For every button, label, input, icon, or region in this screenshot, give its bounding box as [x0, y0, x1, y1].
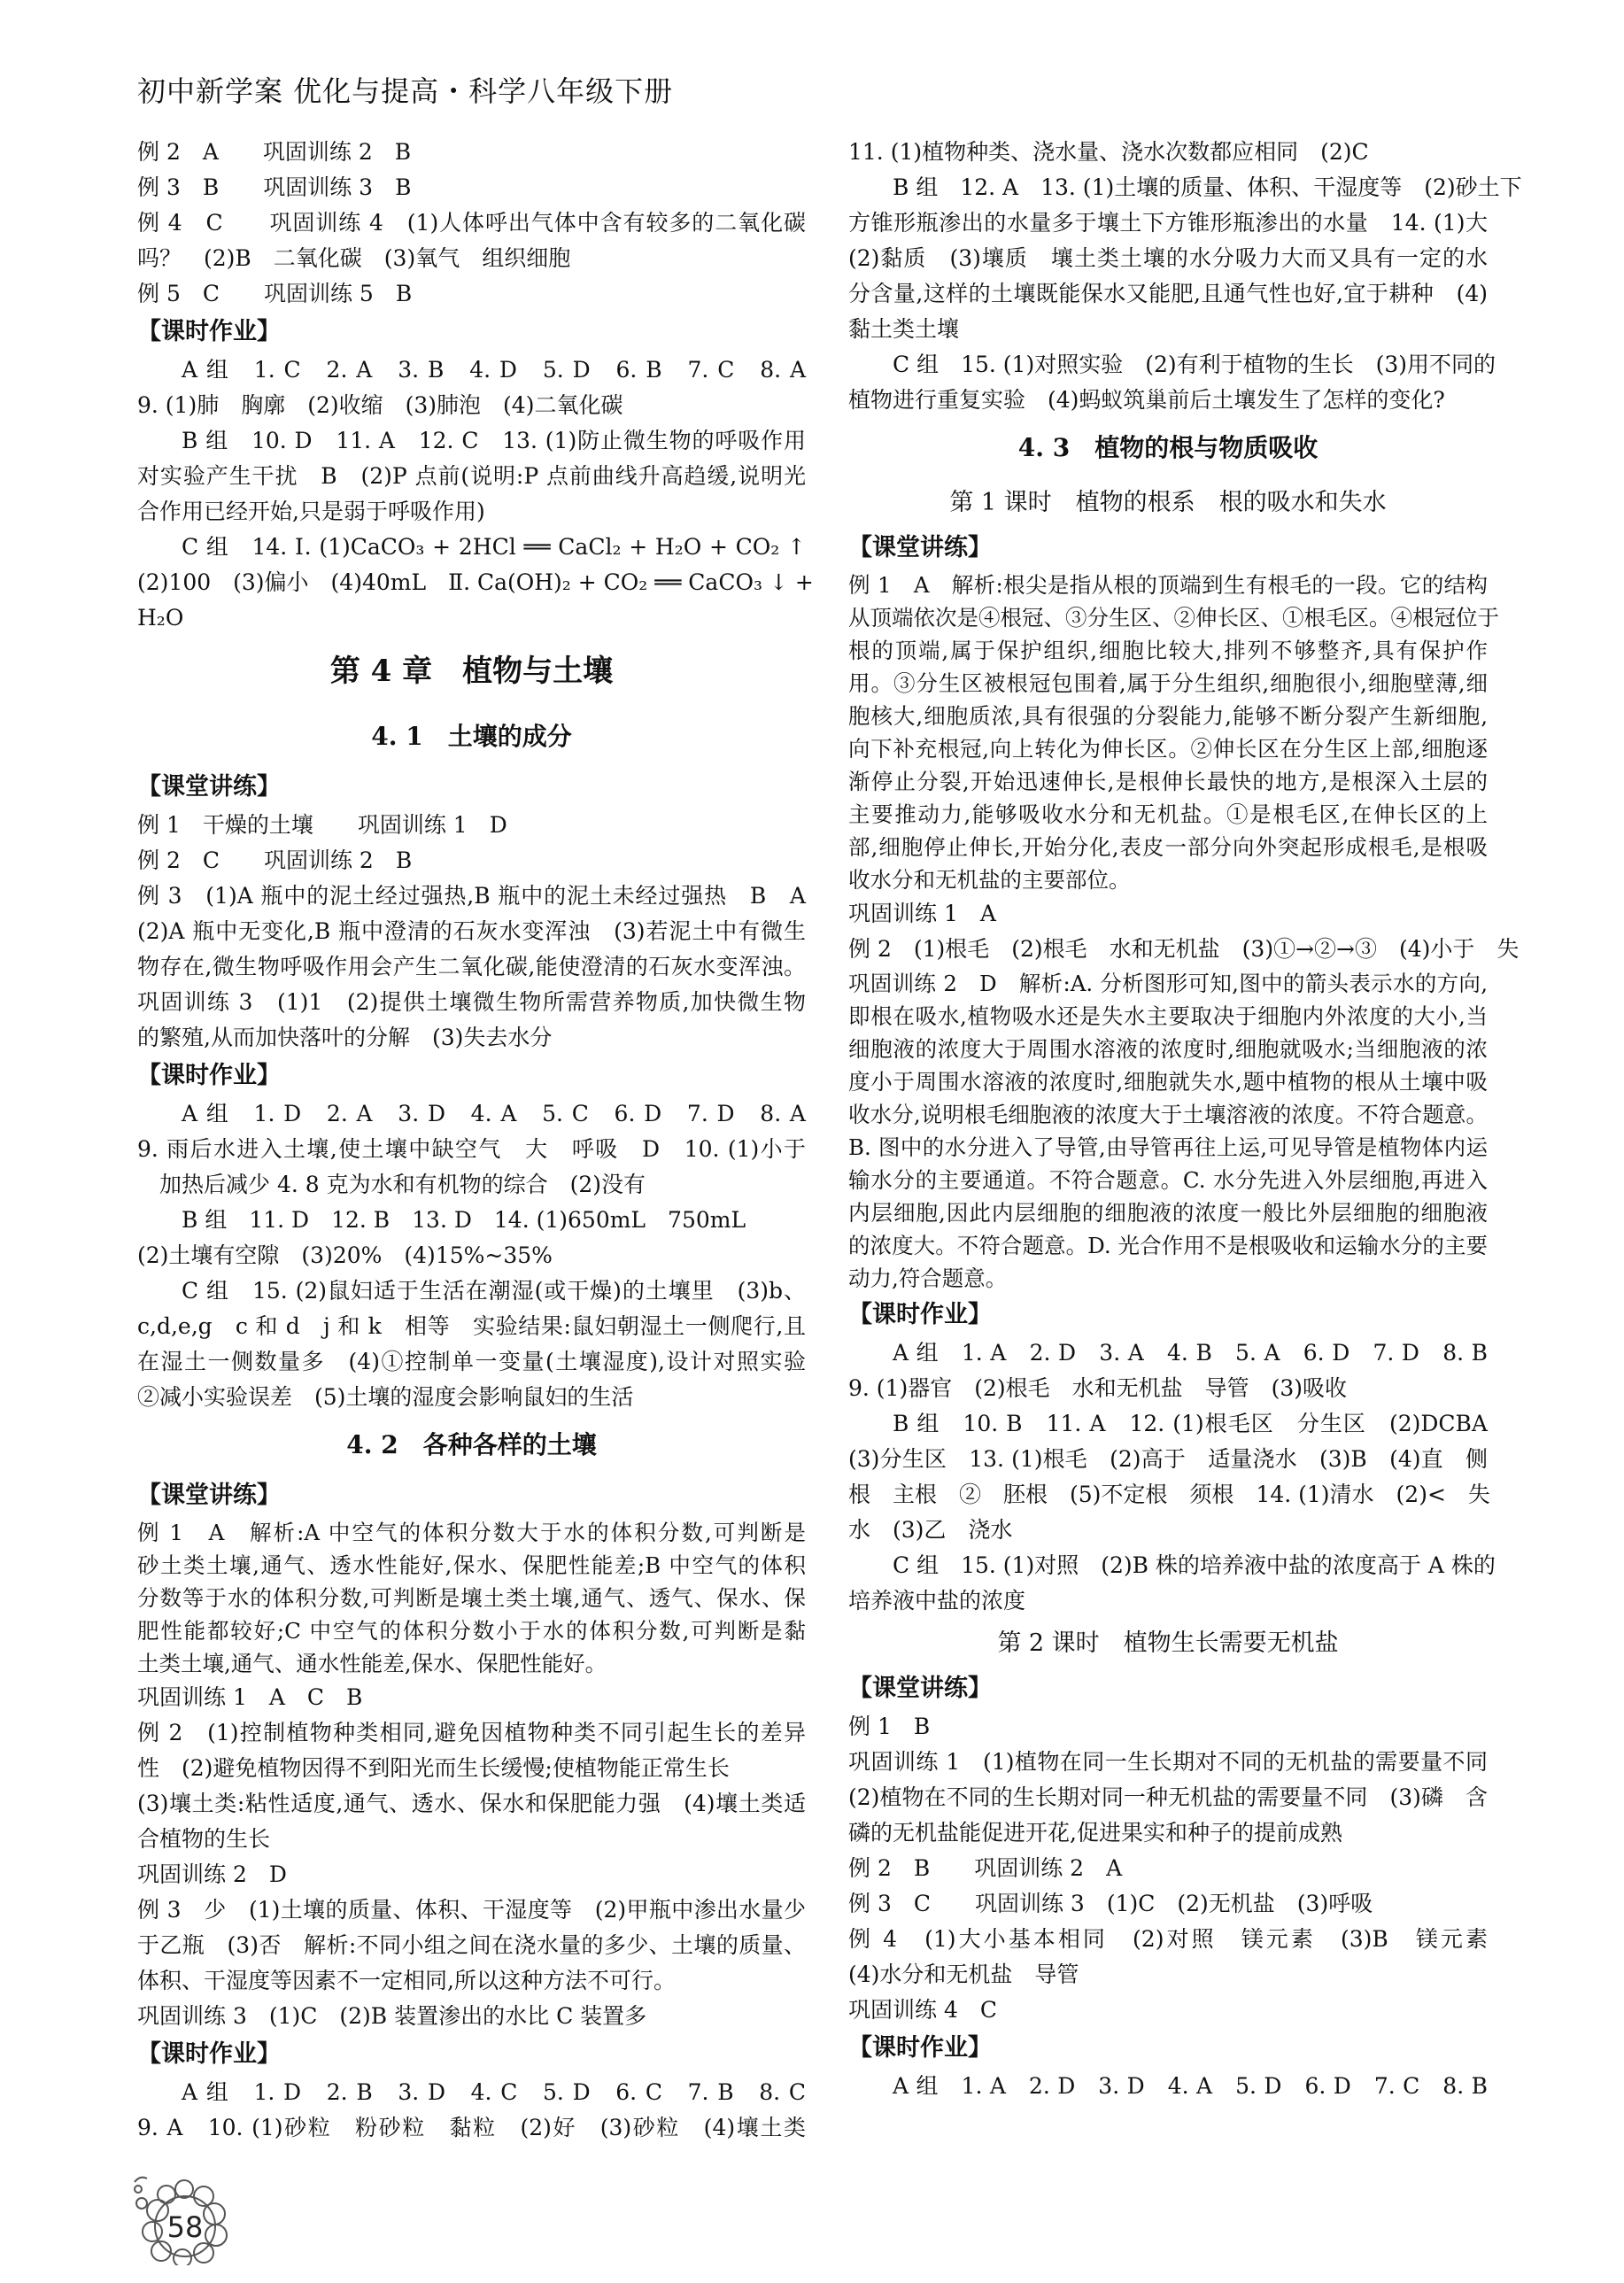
left-line: 对实验产生干扰 B (2)P 点前(说明:P 点前曲线升高趋缓,说明光 [137, 463, 806, 489]
right-line: 【课堂讲练】 [848, 534, 992, 561]
right-column [848, 135, 1522, 2104]
right-line: B 组 12. A 13. (1)土壤的质量、体积、干湿度等 (2)砂土下 [893, 174, 1522, 200]
left-line: 9. 雨后水进入土壤,使土壤中缺空气 大 呼吸 D 10. (1)小于 [137, 1136, 806, 1162]
left-line: 巩固训练 3 (1)1 (2)提供土壤微生物所需营养物质,加快微生物 [137, 989, 806, 1015]
left-line: B 组 10. D 11. A 12. C 13. (1)防止微生物的呼吸作用 [182, 428, 806, 453]
left-line: 分数等于水的体积分数,可判断是壤土类土壤,通气、透气、保水、保 [137, 1585, 806, 1611]
right-line: 例 2 B 巩固训练 2 A [848, 1855, 1123, 1881]
right-line: 的浓度大。不符合题意。D. 光合作用不是根吸收和运输水分的主要 [848, 1233, 1488, 1258]
left-line: 合植物的生长 [137, 1826, 271, 1852]
right-line: 胞核大,细胞质浓,具有很强的分裂能力,能够不断分裂产生新细胞, [848, 703, 1488, 729]
left-line: B 组 11. D 12. B 13. D 14. (1)650mL 750mL [182, 1207, 746, 1233]
left-line: (2)A 瓶中无变化,B 瓶中澄清的石灰水变浑浊 (3)若泥土中有微生 [137, 918, 806, 944]
left-line: 砂土类土壤,通气、透水性能好,保水、保肥性能差;B 中空气的体积 [137, 1552, 806, 1578]
right-line: 内层细胞,因此内层细胞的细胞液的浓度一般比外层细胞的细胞液 [848, 1200, 1488, 1226]
right-line: 巩固训练 1 A [848, 901, 996, 926]
right-line: 分含量,这样的土壤既能保水又能肥,且通气性也好,宜于耕种 (4) [848, 281, 1488, 306]
right-line: 细胞液的浓度大于周围水溶液的浓度时,细胞就吸水;当细胞液的浓 [848, 1036, 1488, 1062]
right-line: C 组 15. (1)对照 (2)B 株的培养液中盐的浓度高于 A 株的 [893, 1552, 1496, 1578]
left-line: 性 (2)避免植物因得不到阳光而生长缓慢;使植物能正常生长 [137, 1755, 730, 1781]
left-line: 吗？ (2)B 二氧化碳 (3)氧气 组织细胞 [137, 245, 571, 271]
left-line: 加热后减少 4. 8 克为水和有机物的综合 (2)没有 [137, 1172, 646, 1197]
left-line: H₂O [137, 605, 184, 631]
page-number: 58 [166, 2210, 204, 2244]
right-line: 水 (3)乙 浇水 [848, 1517, 1013, 1543]
left-line: 在湿土一侧数量多 (4)①控制单一变量(土壤湿度),设计对照实验 [137, 1349, 806, 1374]
right-line: (3)分生区 13. (1)根毛 (2)高于 适量浇水 (3)B (4)直 侧 [848, 1446, 1488, 1472]
left-line: 物存在,微生物呼吸作用会产生二氧化碳,能使澄清的石灰水变浑浊。 [137, 954, 806, 979]
right-line: 第 2 课时 植物生长需要无机盐 [997, 1629, 1339, 1657]
left-line: (2)100 (3)偏小 (4)40mL Ⅱ. Ca(OH)₂ + CO₂ ══ CaCO₃ ↓ + [137, 569, 814, 595]
left-line: 的繁殖,从而加快落叶的分解 (3)失去水分 [137, 1025, 553, 1050]
right-line: 动力,符合题意。 [848, 1265, 1008, 1291]
right-line: 主要推动力,能够吸收水分和无机盐。①是根毛区,在伸长区的上 [848, 801, 1488, 827]
left-line: A 组 1. C 2. A 3. B 4. D 5. D 6. B 7. C 8. A [182, 357, 806, 383]
left-line: 【课堂讲练】 [137, 773, 281, 801]
right-line: 巩固训练 1 (1)植物在同一生长期对不同的无机盐的需要量不同 [848, 1749, 1488, 1775]
left-line: 例 4 C 巩固训练 4 (1)人体呼出气体中含有较多的二氧化碳 [137, 210, 806, 236]
right-line: A 组 1. A 2. D 3. D 4. A 5. D 6. D 7. C 8. B [893, 2073, 1488, 2099]
right-line: 渐停止分裂,开始迅速伸长,是根伸长最快的地方,是根深入土层的 [848, 769, 1488, 794]
left-line: 例 3 B 巩固训练 3 B [137, 174, 412, 200]
right-line: 收水分,说明根毛细胞液的浓度大于土壤溶液的浓度。不符合题意。 [848, 1102, 1488, 1127]
right-line: 【课时作业】 [848, 2034, 992, 2062]
right-line: 收水分和无机盐的主要部位。 [848, 867, 1131, 893]
right-line: 根的顶端,属于保护组织,细胞比较大,排列不够整齐,具有保护作 [848, 638, 1488, 663]
right-line: 例 4 (1)大小基本相同 (2)对照 镁元素 (3)B 镁元素 [848, 1926, 1488, 1952]
left-line: (3)壤土类:粘性适度,通气、透水、保水和保肥能力强 (4)壤土类适 [137, 1791, 806, 1816]
right-line: 磷的无机盐能促进开花,促进果实和种子的提前成熟 [848, 1820, 1342, 1846]
right-line: B. 图中的水分进入了导管,由导管再往上运,可见导管是植物体内运 [848, 1134, 1488, 1160]
right-line: 植物进行重复实验 (4)蚂蚁筑巢前后土壤发生了怎样的变化? [848, 387, 1445, 413]
right-line: 例 3 C 巩固训练 3 (1)C (2)无机盐 (3)呼吸 [848, 1891, 1373, 1916]
right-line: (4)水分和无机盐 导管 [848, 1962, 1079, 1987]
left-line: 【课时作业】 [137, 2040, 281, 2068]
page-number-badge [131, 2168, 243, 2265]
right-line: 方锥形瓶渗出的水量多于壤土下方锥形瓶渗出的水量 14. (1)大 [848, 210, 1488, 236]
left-line: C 组 15. (2)鼠妇适于生活在潮湿(或干燥)的土壤里 (3)b、 [182, 1278, 806, 1304]
right-line: 11. (1)植物种类、浇水量、浇水次数都应相同 (2)C [848, 139, 1369, 165]
right-line: 培养液中盐的浓度 [848, 1588, 1026, 1614]
left-line: 【课时作业】 [137, 318, 281, 345]
left-line: 4. 1 土壤的成分 [371, 722, 572, 751]
left-line: C 组 14. Ⅰ. (1)CaCO₃ + 2HCl ══ CaCl₂ + H₂O + CO₂ ↑ [182, 534, 806, 560]
left-line: 于乙瓶 (3)否 解析:不同小组之间在浇水量的多少、土壤的质量、 [137, 1932, 806, 1958]
right-line: 度小于周围水溶液的浓度时,细胞就失水,题中植物的根从土壤中吸 [848, 1069, 1488, 1095]
left-line: 例 3 (1)A 瓶中的泥土经过强热,B 瓶中的泥土未经过强热 B A [137, 883, 806, 909]
left-line: 巩固训练 1 A C B [137, 1684, 363, 1710]
right-line: 根 主根 ② 胚根 (5)不定根 须根 14. (1)清水 (2)< 失 [848, 1482, 1490, 1507]
right-line: 4. 3 植物的根与物质吸收 [1017, 433, 1319, 462]
left-line: 体积、干湿度等因素不一定相同,所以这种方法不可行。 [137, 1968, 676, 1993]
right-line: 输水分的主要通道。不符合题意。C. 水分先进入外层细胞,再进入 [848, 1167, 1488, 1193]
left-line: 例 2 A 巩固训练 2 B [137, 139, 412, 165]
left-line: 巩固训练 3 (1)C (2)B 装置渗出的水比 C 装置多 [137, 2003, 647, 2029]
right-line: 巩固训练 2 D 解析:A. 分析图形可知,图中的箭头表示水的方向, [848, 971, 1488, 996]
left-line: 合作用已经开始,只是弱于呼吸作用) [137, 499, 485, 524]
left-line: 例 1 A 解析:A 中空气的体积分数大于水的体积分数,可判断是 [137, 1520, 806, 1545]
right-line: 即根在吸水,植物吸水还是失水主要取决于细胞内外浓度的大小,当 [848, 1003, 1488, 1029]
left-line: 肥性能都较好;C 中空气的体积分数小于水的体积分数,可判断是黏 [137, 1618, 806, 1644]
right-line: 第 1 课时 植物的根系 根的吸水和失水 [949, 489, 1387, 516]
left-line: 9. (1)肺 胸廓 (2)收缩 (3)肺泡 (4)二氧化碳 [137, 392, 623, 418]
right-line: 用。③分生区被根冠包围着,属于分生组织,细胞很小,细胞壁薄,细 [848, 670, 1488, 696]
left-line: 9. A 10. (1)砂粒 粉砂粒 黏粒 (2)好 (3)砂粒 (4)壤土类 [137, 2115, 806, 2140]
left-line: 例 2 C 巩固训练 2 B [137, 847, 413, 873]
left-column [137, 135, 814, 2146]
right-line: 【课时作业】 [848, 1301, 992, 1328]
left-line: c,d,e,g c 和 d j 和 k 相等 实验结果:鼠妇朝湿土一侧爬行,且 [137, 1313, 806, 1339]
left-line: 例 2 (1)控制植物种类相同,避免因植物种类不同引起生长的差异 [137, 1720, 806, 1745]
left-line: 例 5 C 巩固训练 5 B [137, 281, 413, 306]
left-line: 例 3 少 (1)土壤的质量、体积、干湿度等 (2)甲瓶中渗出水量少 [137, 1897, 806, 1923]
right-line: B 组 10. B 11. A 12. (1)根毛区 分生区 (2)DCBA [893, 1411, 1488, 1436]
right-line: 从顶端依次是④根冠、③分生区、②伸长区、①根毛区。④根冠位于 [848, 605, 1499, 631]
right-line: 【课堂讲练】 [848, 1675, 992, 1702]
left-line: (2)土壤有空隙 (3)20% (4)15%~35% [137, 1242, 553, 1268]
right-line: 9. (1)器官 (2)根毛 水和无机盐 导管 (3)吸收 [848, 1375, 1348, 1401]
right-line: 向下补充根冠,向上转化为伸长区。②伸长区在分生区上部,细胞逐 [848, 736, 1488, 762]
left-line: 4. 2 各种各样的土壤 [346, 1430, 597, 1459]
right-line: 例 2 (1)根毛 (2)根毛 水和无机盐 (3)①→②→③ (4)小于 失 [848, 936, 1520, 962]
right-line: 巩固训练 4 C [848, 1997, 997, 2023]
left-line: 土类土壤,通气、通水性能差,保水、保肥性能好。 [137, 1651, 607, 1676]
right-line: 黏土类土壤 [848, 316, 960, 342]
left-line: 【课堂讲练】 [137, 1482, 281, 1509]
left-line: A 组 1. D 2. A 3. D 4. A 5. C 6. D 7. D 8. A [182, 1101, 806, 1126]
left-line: 【课时作业】 [137, 1062, 281, 1089]
right-line: (2)植物在不同的生长期对同一种无机盐的需要量不同 (3)磷 含 [848, 1784, 1488, 1810]
right-line: 部,细胞停止伸长,开始分化,表皮一部分向外突起形成根毛,是根吸 [848, 834, 1488, 860]
left-line: 第 4 章 植物与土壤 [329, 654, 614, 689]
right-line: (2)黏质 (3)壤质 壤土类土壤的水分吸力大而又具有一定的水 [848, 245, 1488, 271]
left-line: A 组 1. D 2. B 3. D 4. C 5. D 6. C 7. B 8. C [182, 2079, 806, 2105]
right-line: A 组 1. A 2. D 3. A 4. B 5. A 6. D 7. D 8. B [893, 1340, 1488, 1366]
left-line: ②减小实验误差 (5)土壤的湿度会影响鼠妇的生活 [137, 1384, 634, 1410]
right-line: C 组 15. (1)对照实验 (2)有利于植物的生长 (3)用不同的 [893, 352, 1496, 377]
right-line: 例 1 B [848, 1714, 931, 1739]
left-line: 巩固训练 2 D [137, 1861, 287, 1887]
page-header-title: 初中新学案 优化与提高・科学八年级下册 [137, 74, 674, 108]
left-line: 例 1 干燥的土壤 巩固训练 1 D [137, 812, 507, 838]
right-line: 例 1 A 解析:根尖是指从根的顶端到生有根毛的一段。它的结构 [848, 572, 1488, 598]
